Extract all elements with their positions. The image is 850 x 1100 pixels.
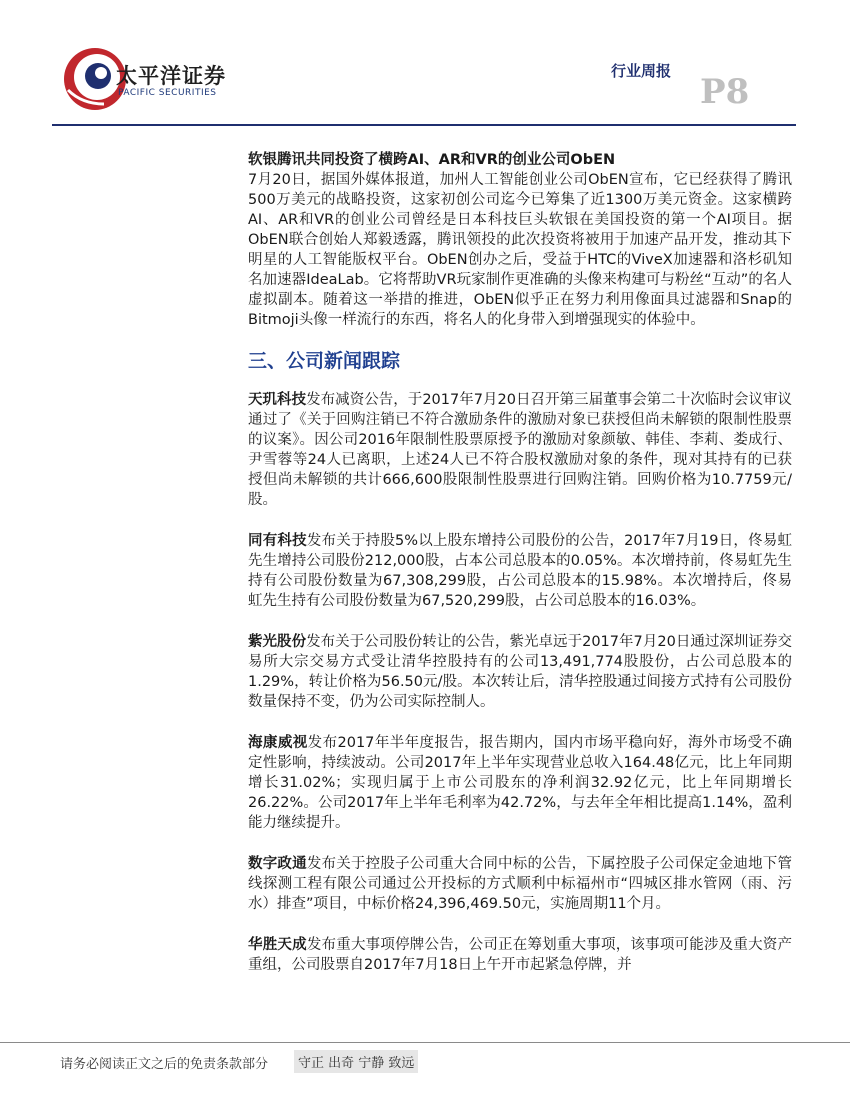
- footer-divider: [0, 1042, 850, 1043]
- news-item-tongyou: [248, 531, 792, 611]
- brand-name-cn: 太平洋证券: [116, 64, 226, 88]
- company-name: 华胜天成: [248, 937, 307, 953]
- company-name: 紫光股份: [248, 634, 307, 650]
- section-heading: 三、公司新闻跟踪: [248, 350, 401, 372]
- news-item-tianji: [248, 390, 792, 510]
- news-text: 发布重大事项停牌公告，公司正在筹划重大事项，该事项可能涉及重大资产重组，公司股票自2017年7月18日上午开市起紧急停牌，并: [248, 937, 793, 973]
- news-paragraph: 7月20日，据国外媒体报道，加州人工智能创业公司ObEN宣布，它已经获得了腾讯500万美元的战略投资，这家初创公司迄今已筹集了近1300万美元资金。这家横跨AI、AR和VR的创业公司曾经是日本科技巨头软银在美国投资的第一个AI项目。据ObEN联合创始人郑毅透露，腾讯领投的此次投资将被用于加速产品开发，推动其下明星的人工智能版权平台。ObEN创办之后，受益于HTC的ViveX加速器和洛杉矶知名加速器IdeaLab。它将帮助VR玩家制作更准确的头像来构建可与粉丝“互动”的名人虚拟副本。随着这一举措的推进，ObEN似乎正在努力利用像面具过滤器和Snap的Bitmoji头像一样流行的东西，将名人的化身带入到增强现实的体验中。: [248, 172, 792, 328]
- main-content: [248, 150, 792, 996]
- news-text: 发布关于公司股份转让的公告，紫光卓远于2017年7月20日通过深圳证券交易所大宗交易方式受让清华控股持有的公司13,491,774股股份，占公司总股本的1.29%，转让价格为56.50元/股。本次转让后，清华控股通过间接方式持有公司股份数量保持不变，仍为公司实际控制人。: [248, 634, 793, 710]
- footer-motto: 守正 出奇 宁静 致远: [294, 1050, 418, 1073]
- news-text: 发布关于控股子公司重大合同中标的公告，下属控股子公司保定金迪地下管线探测工程有限公司通过公开投标的方式顺利中标福州市“四城区排水管网（雨、污水）排查”项目，中标价格24,396,469.50元，实施周期11个月。: [248, 856, 793, 912]
- brand-name-en: PACIFIC SECURITIES: [118, 88, 217, 98]
- news-text: 发布关于持股5%以上股东增持公司股份的公告，2017年7月19日，佟易虹先生增持公司股份212,000股，占本公司总股本的0.05%。本次增持前，佟易虹先生持有公司股份数量为67,308,299股，占公司总股本的15.98%。本次增持后，佟易虹先生持有公司股份数量为67,520,299股，占公司总股本的16.03%。: [248, 533, 793, 609]
- news-text: 发布2017年半年度报告，报告期内，国内市场平稳向好，海外市场受不确定性影响，持续波动。公司2017年上半年实现营业总收入164.48亿元，比上年同期增长31.02%；实现归属于上市公司股东的净利润32.92亿元，比上年同期增长26.22%。公司2017年上半年毛利率为42.72%，与去年全年相比提高1.14%，盈利能力继续提升。: [248, 735, 793, 831]
- company-name: 数字政通: [248, 856, 307, 872]
- news-item-shuzizhengtong: [248, 854, 792, 914]
- news-item-hikvision: [248, 733, 792, 833]
- news-item-ziguang: [248, 632, 792, 712]
- company-name: 海康威视: [248, 735, 308, 751]
- report-type-label: 行业周报: [611, 62, 672, 80]
- news-item-huasheng: [248, 935, 792, 975]
- header-divider: [52, 124, 796, 126]
- company-name: 天玑科技: [248, 392, 307, 408]
- news-title: 软银腾讯共同投资了横跨AI、AR和VR的创业公司ObEN: [248, 152, 616, 168]
- footer-disclaimer: 请务必阅读正文之后的免责条款部分: [60, 1057, 269, 1072]
- page-number: P8: [700, 72, 750, 112]
- news-text: 发布减资公告，于2017年7月20日召开第三届董事会第二十次临时会议审议通过了《关于回购注销已不符合激励条件的激励对象已获授但尚未解锁的限制性股票的议案》。因公司2016年限制性股票原授予的激励对象颜敏、韩佳、李莉、娄成行、尹雪蓉等24人已离职，上述24人已不符合股权激励对象的条件，现对其持有的已获授但尚未解锁的共计666,600股限制性股票进行回购注销。回购价格为10.7759元/股。: [248, 392, 793, 508]
- company-name: 同有科技: [248, 533, 307, 549]
